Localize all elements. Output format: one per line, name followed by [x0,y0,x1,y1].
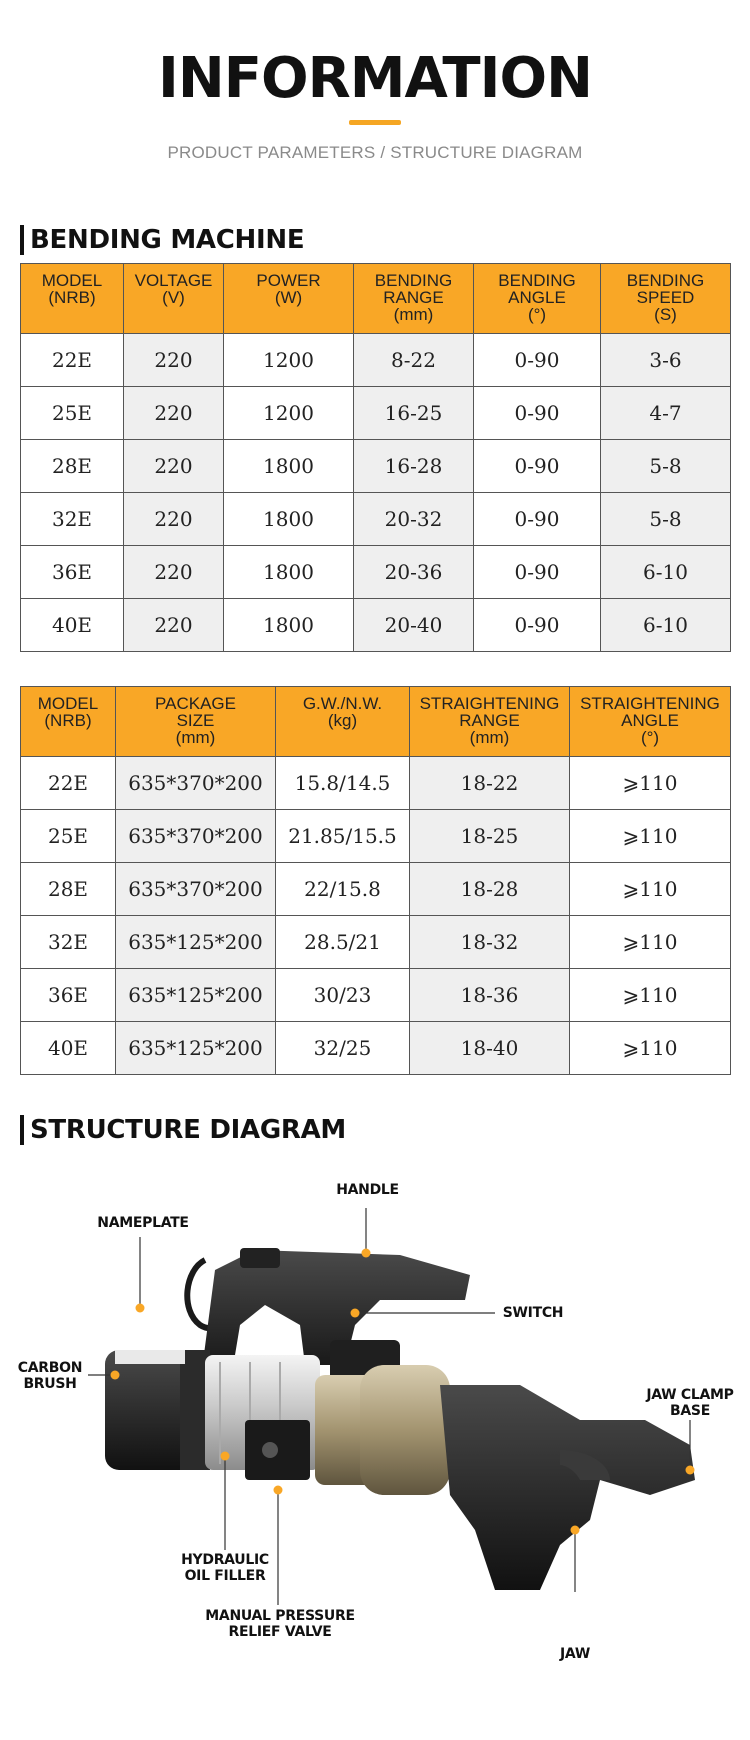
page-title: INFORMATION [158,46,592,111]
label-handle: HANDLE [336,1182,399,1198]
table-cell: ⩾110 [570,969,731,1022]
table-cell: 20-40 [354,599,474,652]
table-cell: 22E [21,334,124,387]
table-cell: 16-25 [354,387,474,440]
table-cell: 18-28 [410,863,570,916]
table-cell: 220 [124,493,224,546]
title-underline [349,120,401,125]
table-row [21,916,731,969]
table-cell: 40E [21,599,124,652]
table-row [21,757,731,810]
table-cell: 30/23 [276,969,410,1022]
table-cell: 25E [21,810,116,863]
table-cell: 36E [21,546,124,599]
table-cell: 21.85/15.5 [276,810,410,863]
table-cell: 635*370*200 [116,757,276,810]
table-cell: 28E [21,863,116,916]
table-cell: 1800 [224,546,354,599]
table-cell: 635*125*200 [116,1022,276,1075]
header-model: MODEL (NRB) [21,264,124,334]
header-straightening-angle: STRAIGHTENING ANGLE (°) [570,687,731,757]
rebar-bender-illustration [0,1150,750,1740]
header-voltage: VOLTAGE (V) [124,264,224,334]
table-cell: 18-40 [410,1022,570,1075]
table-cell: ⩾110 [570,863,731,916]
table-cell: 18-25 [410,810,570,863]
table-cell: 25E [21,387,124,440]
table-cell: 220 [124,599,224,652]
table-cell: 0-90 [474,599,601,652]
heading-marker [20,1115,24,1145]
table-row [21,546,731,599]
table-cell: 40E [21,1022,116,1075]
header-straightening-range: STRAIGHTENING RANGE (mm) [410,687,570,757]
label-switch: SWITCH [502,1305,564,1321]
table-cell: 22E [21,757,116,810]
table-cell: 0-90 [474,493,601,546]
label-manual-pressure-relief-valve: MANUAL PRESSURE RELIEF VALVE [205,1608,355,1640]
structure-section-heading [20,1115,346,1145]
table-cell: ⩾110 [570,810,731,863]
table-row [21,387,731,440]
table-cell: 22/15.8 [276,863,410,916]
table-cell: 0-90 [474,334,601,387]
heading-marker [20,225,24,255]
header-bending-range: BENDING RANGE (mm) [354,264,474,334]
table-cell: 220 [124,546,224,599]
table-row [21,599,731,652]
table-cell: ⩾110 [570,1022,731,1075]
table-row [21,334,731,387]
table-cell: 635*125*200 [116,916,276,969]
table-cell: 28.5/21 [276,916,410,969]
table-cell: 36E [21,969,116,1022]
table-row [21,440,731,493]
table-row [21,810,731,863]
table-cell: 32E [21,493,124,546]
table-cell: 20-36 [354,546,474,599]
table-cell: 20-32 [354,493,474,546]
label-nameplate: NAMEPLATE [97,1215,189,1231]
label-hydraulic-oil-filler: HYDRAULIC OIL FILLER [181,1552,269,1584]
table-cell: 18-36 [410,969,570,1022]
header-weight: G.W./N.W. (kg) [276,687,410,757]
table-cell: 0-90 [474,440,601,493]
table-cell: 1800 [224,440,354,493]
table-cell: 18-22 [410,757,570,810]
table-cell: 0-90 [474,387,601,440]
page-subtitle: PRODUCT PARAMETERS / STRUCTURE DIAGRAM [167,143,583,162]
table-row [21,1022,731,1075]
table-cell: 220 [124,440,224,493]
label-carbon-brush: CARBON BRUSH [17,1360,83,1392]
table-row [21,863,731,916]
table-cell: 1800 [224,599,354,652]
table-cell: 635*125*200 [116,969,276,1022]
header-model: MODEL (NRB) [21,687,116,757]
table-cell: 1200 [224,334,354,387]
table-cell: 1800 [224,493,354,546]
table-cell: 635*370*200 [116,810,276,863]
table-cell: 18-32 [410,916,570,969]
header-bending-angle: BENDING ANGLE (°) [474,264,601,334]
label-jaw-clamp-base: JAW CLAMP BASE [646,1387,734,1419]
bending-section-heading [20,225,304,255]
table-cell: 5-8 [601,493,731,546]
table-cell: 1200 [224,387,354,440]
table-cell: 16-28 [354,440,474,493]
table-cell: 8-22 [354,334,474,387]
table-cell: 3-6 [601,334,731,387]
table-cell: 220 [124,334,224,387]
header-package-size: PACKAGE SIZE (mm) [116,687,276,757]
table-cell: ⩾110 [570,916,731,969]
table-row [21,969,731,1022]
table-cell: 0-90 [474,546,601,599]
table-cell: 5-8 [601,440,731,493]
package-spec-table [20,686,731,1075]
hydraulic-cylinder [360,1365,450,1495]
table-cell: 15.8/14.5 [276,757,410,810]
table-cell: 6-10 [601,599,731,652]
table-row [21,493,731,546]
header-power: POWER (W) [224,264,354,334]
structure-diagram [0,1150,750,1740]
table-cell: 635*370*200 [116,863,276,916]
table-cell: 6-10 [601,546,731,599]
header-bending-speed: BENDING SPEED (S) [601,264,731,334]
table-cell: 220 [124,387,224,440]
bending-heading-text: BENDING MACHINE [30,225,305,255]
table-cell: ⩾110 [570,757,731,810]
table-cell: 32E [21,916,116,969]
table-cell: 28E [21,440,124,493]
label-jaw: JAW [560,1646,590,1662]
table-cell: 4-7 [601,387,731,440]
bending-spec-table [20,263,731,652]
structure-heading-text: STRUCTURE DIAGRAM [30,1115,346,1145]
table-cell: 32/25 [276,1022,410,1075]
